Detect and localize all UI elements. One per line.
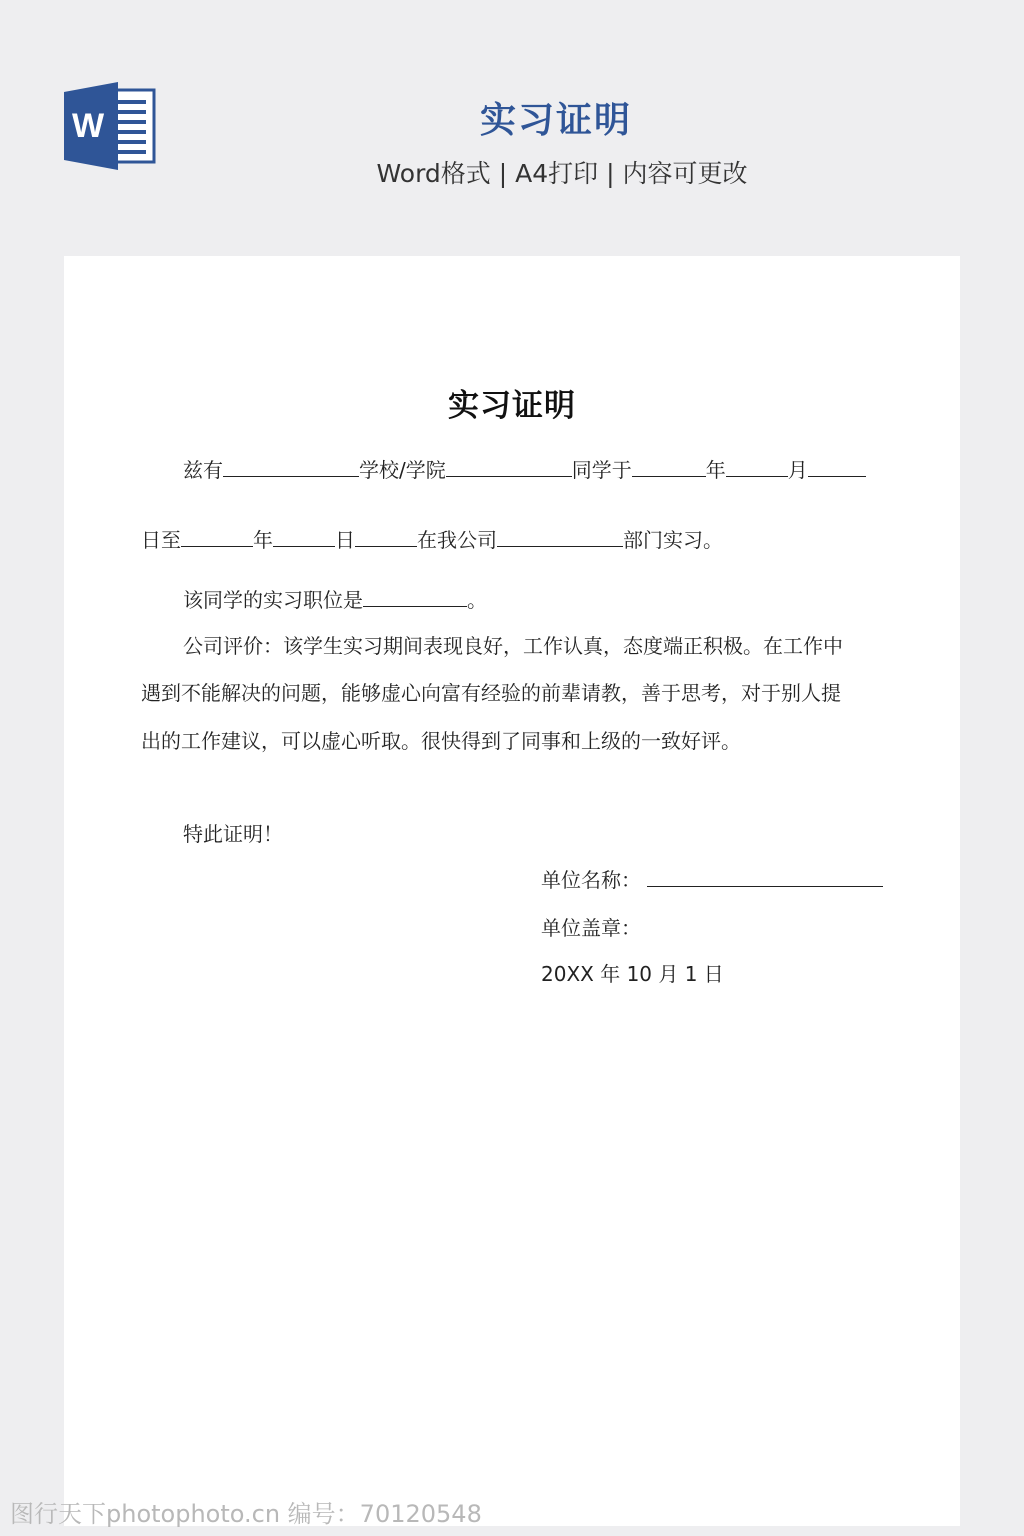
paragraph-intro-line-2 xyxy=(141,526,723,554)
document-sheet xyxy=(64,256,960,1526)
text-fragment: 兹有 xyxy=(183,458,223,482)
blank-position xyxy=(363,586,467,607)
text-fragment: 该同学的实习职位是 xyxy=(183,588,363,612)
blank-unit-name xyxy=(647,866,883,887)
text-fragment: 。 xyxy=(467,588,487,612)
text-fragment: 年 xyxy=(705,458,726,482)
blank-end-day xyxy=(355,526,417,547)
text-fragment: 日 xyxy=(335,528,355,552)
text-fragment: 在我公司 xyxy=(417,528,497,552)
blank-start-year xyxy=(632,456,706,477)
paragraph-intro-line-1 xyxy=(183,456,866,484)
blank-name xyxy=(223,456,359,477)
word-logo-letter: W xyxy=(71,107,105,145)
blank-department xyxy=(497,526,623,547)
text-fragment: 日至 xyxy=(141,528,181,552)
signature-date: 20XX 年 10 月 1 日 xyxy=(541,962,724,986)
position-line xyxy=(183,586,487,614)
text-fragment: 部门实习。 xyxy=(623,528,723,552)
blank-end-year xyxy=(181,526,253,547)
unit-seal-label: 单位盖章： xyxy=(541,916,641,940)
evaluation-line-1: 公司评价：该学生实习期间表现良好，工作认真，态度端正积极。在工作中 xyxy=(183,634,843,658)
closing-text: 特此证明！ xyxy=(183,822,283,846)
header-title: 实习证明 xyxy=(479,100,632,141)
blank-end-month xyxy=(273,526,335,547)
blank-start-month xyxy=(726,456,788,477)
text-fragment: 同学于 xyxy=(571,458,632,482)
unit-name-label: 单位名称： xyxy=(541,868,641,892)
watermark: 图行天下photophoto.cn 编号：70120548 xyxy=(10,1500,482,1528)
evaluation-line-2: 遇到不能解决的问题，能够虚心向富有经验的前辈请教，善于思考，对于别人提 xyxy=(141,681,841,705)
blank-student xyxy=(446,456,572,477)
text-fragment: 学校/学院 xyxy=(359,458,446,482)
text-fragment: 月 xyxy=(787,458,808,482)
evaluation-line-3: 出的工作建议，可以虚心听取。很快得到了同事和上级的一致好评。 xyxy=(141,729,741,753)
blank-start-day xyxy=(808,456,866,477)
unit-name-line xyxy=(541,866,883,894)
document-title: 实习证明 xyxy=(448,388,576,424)
text-fragment: 年 xyxy=(253,528,273,552)
header-subtitle: Word格式 | A4打印 | 内容可更改 xyxy=(376,159,748,188)
